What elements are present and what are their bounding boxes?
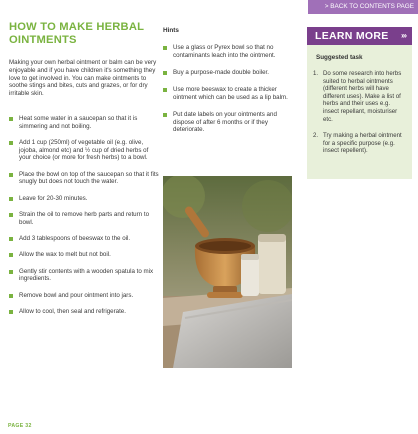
hint-text: Use a glass or Pyrex bowl so that no contaminants leach into the ointment. — [173, 44, 276, 59]
bullet-square-icon — [9, 213, 13, 217]
hint-text: Buy a purpose-made double boiler. — [173, 68, 269, 76]
tasks-list — [313, 70, 407, 164]
bullet-square-icon — [163, 71, 167, 75]
list-item — [9, 171, 159, 186]
bullet-square-icon — [9, 310, 13, 314]
page-title: HOW TO MAKE HERBAL OINTMENTS — [9, 21, 144, 46]
list-item — [163, 86, 298, 101]
step-text: Leave for 20-30 minutes. — [19, 194, 88, 202]
step-text: Add 1 cup (250ml) of vegetable oil (e.g. olive, jojoba, almond etc) and ½ cup of dried herbs of your choice (or more for fresh herbs) to a bowl. — [19, 139, 149, 162]
step-text: Remove bowl and pour ointment into jars. — [19, 291, 134, 299]
list-item — [9, 115, 159, 130]
hints-heading: Hints — [163, 27, 179, 34]
task-number: 1. — [313, 70, 319, 77]
bullet-square-icon — [163, 46, 167, 50]
task-text: Try making a herbal ointment for a specific purpose (e.g. insect repellent). — [323, 132, 402, 155]
list-item — [9, 268, 159, 283]
bullet-square-icon — [163, 113, 167, 117]
list-item — [163, 44, 298, 59]
task-text: Do some research into herbs suited to herbal ointments (different herbs will have different uses). Make a list of herbs and their uses e.g. insect repellant, moisturiser etc. — [323, 70, 402, 123]
page-number: PAGE 32 — [8, 423, 32, 429]
step-text: Allow the wax to melt but not boil. — [19, 251, 111, 259]
back-to-contents-button[interactable]: > BACK TO CONTENTS PAGE — [308, 0, 418, 14]
step-text: Gently stir contents with a wooden spatula to mix ingredients. — [19, 267, 154, 283]
list-item — [163, 111, 298, 134]
learn-more-header[interactable] — [307, 27, 412, 45]
list-item — [9, 195, 159, 203]
hint-text: Put date labels on your ointments and dispose of after 6 months or if they deteriorate. — [173, 111, 277, 134]
bullet-square-icon — [9, 270, 13, 274]
step-text: Allow to cool, then seal and refrigerate. — [19, 307, 126, 315]
bullet-square-icon — [9, 253, 13, 257]
list-item — [9, 292, 159, 300]
hint-text: Use more beeswax to create a thicker ointment which can be used as a lip balm. — [173, 86, 288, 101]
bullet-square-icon — [9, 117, 13, 121]
bullet-square-icon — [9, 141, 13, 145]
mortar-pestle-photo — [163, 176, 292, 368]
learn-more-label: LEARN MORE — [315, 30, 389, 42]
suggested-task-heading: Suggested task — [316, 54, 363, 61]
bullet-square-icon — [9, 197, 13, 201]
step-text: Heat some water in a saucepan so that it is simmering and not boiling. — [19, 115, 138, 130]
list-item — [9, 139, 159, 162]
list-item — [163, 69, 298, 77]
list-item — [313, 70, 407, 123]
bullet-square-icon — [9, 237, 13, 241]
bullet-square-icon — [9, 173, 13, 177]
list-item — [9, 235, 159, 243]
bullet-square-icon — [9, 294, 13, 298]
list-item — [9, 211, 159, 226]
step-text: Add 3 tablespoons of beeswax to the oil. — [19, 235, 131, 242]
bullet-square-icon — [163, 88, 167, 92]
steps-list — [9, 115, 159, 324]
step-text: Place the bowl on top of the saucepan so that it fits snugly but does not touch the water. — [19, 170, 159, 186]
step-text: Strain the oil to remove herb parts and return to bowl. — [19, 211, 150, 226]
task-number: 2. — [313, 132, 319, 140]
chevron-right-icon: ››› — [401, 31, 406, 40]
list-item — [9, 308, 159, 316]
hints-list — [163, 44, 298, 144]
list-item — [9, 251, 159, 259]
intro-paragraph: Making your own herbal ointment or balm can be very enjoyable and if you have children it's something they love to get involved in. You can make ointments to soothe stings and bites, cuts and grazes, or for dry irritable skin. — [9, 59, 157, 98]
list-item — [313, 132, 407, 155]
